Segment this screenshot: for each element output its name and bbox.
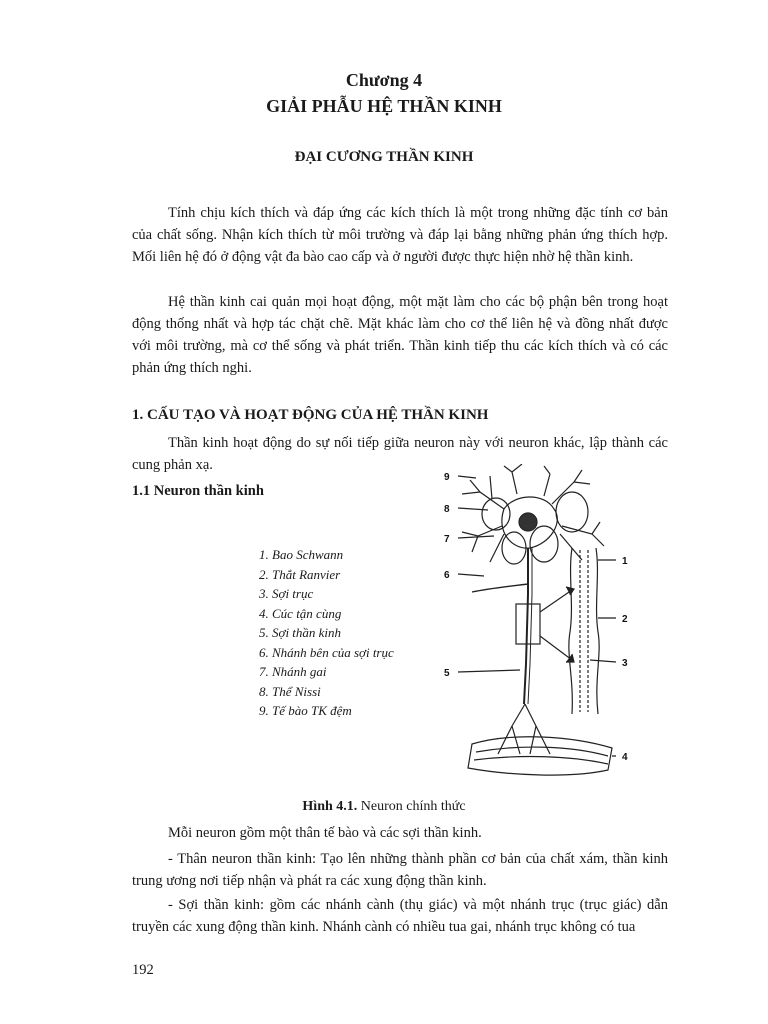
figure-legend [259,545,394,721]
legend-item: 6. Nhánh bên của sợi trục [259,644,394,660]
page-number: 192 [132,962,154,978]
legend-item: 9. Tế bào TK đệm [259,703,352,718]
chapter-title: GIẢI PHẪU HỆ THẦN KINH [266,96,502,116]
figure-label: 4 [622,752,628,763]
section-title: ĐẠI CƯƠNG THẦN KINH [294,149,474,165]
caption-text: Neuron chính thức [357,799,466,814]
figure-label: 3 [622,658,628,669]
figure-label: 1 [622,556,628,567]
chapter-number: Chương 4 [345,70,423,90]
figure-label: 7 [444,534,450,545]
neuron-illustration [432,464,652,780]
caption-label: Hình 4.1. [302,799,358,814]
section-heading: 1. CẤU TẠO VÀ HOẠT ĐỘNG CỦA HỆ THẦN KINH [132,407,489,423]
legend-item: 5. Sợi thần kinh [259,625,342,640]
paragraph: Tính chịu kích thích và đáp ứng các kích thích là một trong những đặc tính cơ bản của chất sống. Nhận kích thích từ môi trường và đáp lại bằng những phản ứng thích hợp. Mối liên hệ đó ở động vật đa bào cao cấp và ở người được thực hiện nhờ hệ thần kinh. [132,205,668,265]
figure-label: 9 [444,472,450,483]
paragraph: Hệ thần kinh cai quản mọi hoạt động, một mặt làm cho các bộ phận bên trong hoạt động thống nhất và hợp tác chặt chẽ. Mặt khác làm cho cơ thể liên hệ và đồng nhất được với môi trường, mà cơ thể sống và phát triển. Thần kinh tiếp thu các kích thích và có các phản ứng thích nghi. [132,294,668,376]
paragraph: Mỗi neuron gồm một thân tế bào và các sợi thần kinh. [168,825,482,841]
legend-item: 7. Nhánh gai [259,664,327,679]
figure-label: 2 [622,614,628,625]
figure-label: 5 [444,668,450,679]
legend-item: 8. Thể Nissi [259,683,321,699]
paragraph: - Thân neuron thần kinh: Tạo lên những thành phần cơ bản của chất xám, thần kinh trung ương nơi tiếp nhận và phát ra các xung động thần kinh. [132,851,668,889]
figure-label: 6 [444,570,450,581]
paragraph: - Sợi thần kinh: gồm các nhánh cành (thụ giác) và một nhánh trục (trục giác) dẫn truyền các xung động thần kinh. Nhánh cành có nhiều tua gai, nhánh trục không có tua [132,897,668,935]
legend-item: 1. Bao Schwann [259,547,344,562]
legend-item: 4. Cúc tận cùng [259,605,342,621]
legend-item: 2. Thắt Ranvier [259,566,341,582]
figure-label: 8 [444,504,450,515]
subsection-heading: 1.1 Neuron thần kinh [132,483,264,499]
paragraph: Thần kinh hoạt động do sự nối tiếp giữa neuron này với neuron khác, lập thành các cung phản xạ. [132,435,668,473]
legend-item: 3. Sợi trục [259,586,314,601]
figure-caption [0,799,768,815]
